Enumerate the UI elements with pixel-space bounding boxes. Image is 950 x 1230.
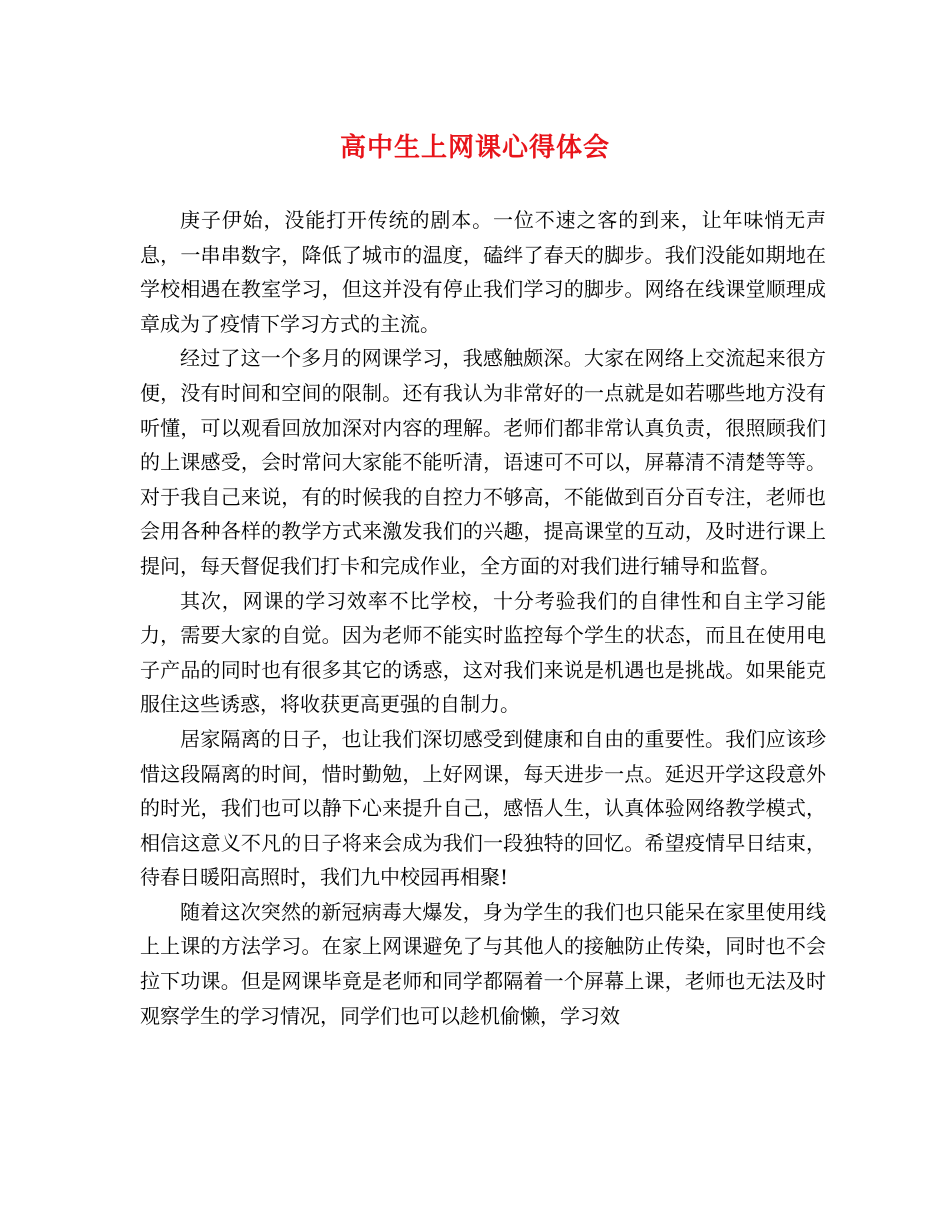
- paragraph-4: 居家隔离的日子，也让我们深切感受到健康和自由的重要性。我们应该珍惜这段隔离的时间，惜时勤勉，上好网课，每天进步一点。延迟开学这段意外的时光，我们也可以静下心来提升自己，感悟人生，认真体验网络教学模式，相信这意义不凡的日子将来会成为我们一段独特的回忆。希望疫情早日结束，待春日暖阳高照时，我们九中校园再相聚!: [140, 726, 826, 890]
- document-title: 高中生上网课心得体会: [339, 133, 610, 163]
- paragraph-2: 经过了这一个多月的网课学习，我感触颇深。大家在网络上交流起来很方便，没有时间和空间的限制。还有我认为非常好的一点就是如若哪些地方没有听懂，可以观看回放加深对内容的理解。老师们都非常认真负责，很照顾我们的上课感受，会时常问大家能不能听清，语速可不可以，屏幕清不清楚等等。对于我自己来说，有的时候我的自控力不够高，不能做到百分百专注，老师也会用各种各样的教学方式来激发我们的兴趣，提高课堂的互动，及时进行课上提问，每天督促我们打卡和完成作业，全方面的对我们进行辅导和监督。: [140, 346, 826, 578]
- document-body: [140, 203, 826, 1033]
- paragraph-5: 随着这次突然的新冠病毒大爆发，身为学生的我们也只能呆在家里使用线上上课的方法学习。在家上网课避免了与其他人的接触防止传染，同时也不会拉下功课。但是网课毕竟是老师和同学都隔着一个屏幕上课，老师也无法及时观察学生的学习情况，同学们也可以趁机偷懒，学习效: [140, 899, 826, 1028]
- paragraph-1: 庚子伊始，没能打开传统的剧本。一位不速之客的到来，让年味悄无声息，一串串数字，降低了城市的温度，磕绊了春天的脚步。我们没能如期地在学校相遇在教室学习，但这并没有停止我们学习的脚步。网络在线课堂顺理成章成为了疫情下学习方式的主流。: [140, 208, 826, 336]
- paragraph-3: 其次，网课的学习效率不比学校，十分考验我们的自律性和自主学习能力，需要大家的自觉。因为老师不能实时监控每个学生的状态，而且在使用电子产品的同时也有很多其它的诱惑，这对我们来说是机遇也是挑战。如果能克服住这些诱惑，将收获更高更强的自制力。: [140, 588, 826, 717]
